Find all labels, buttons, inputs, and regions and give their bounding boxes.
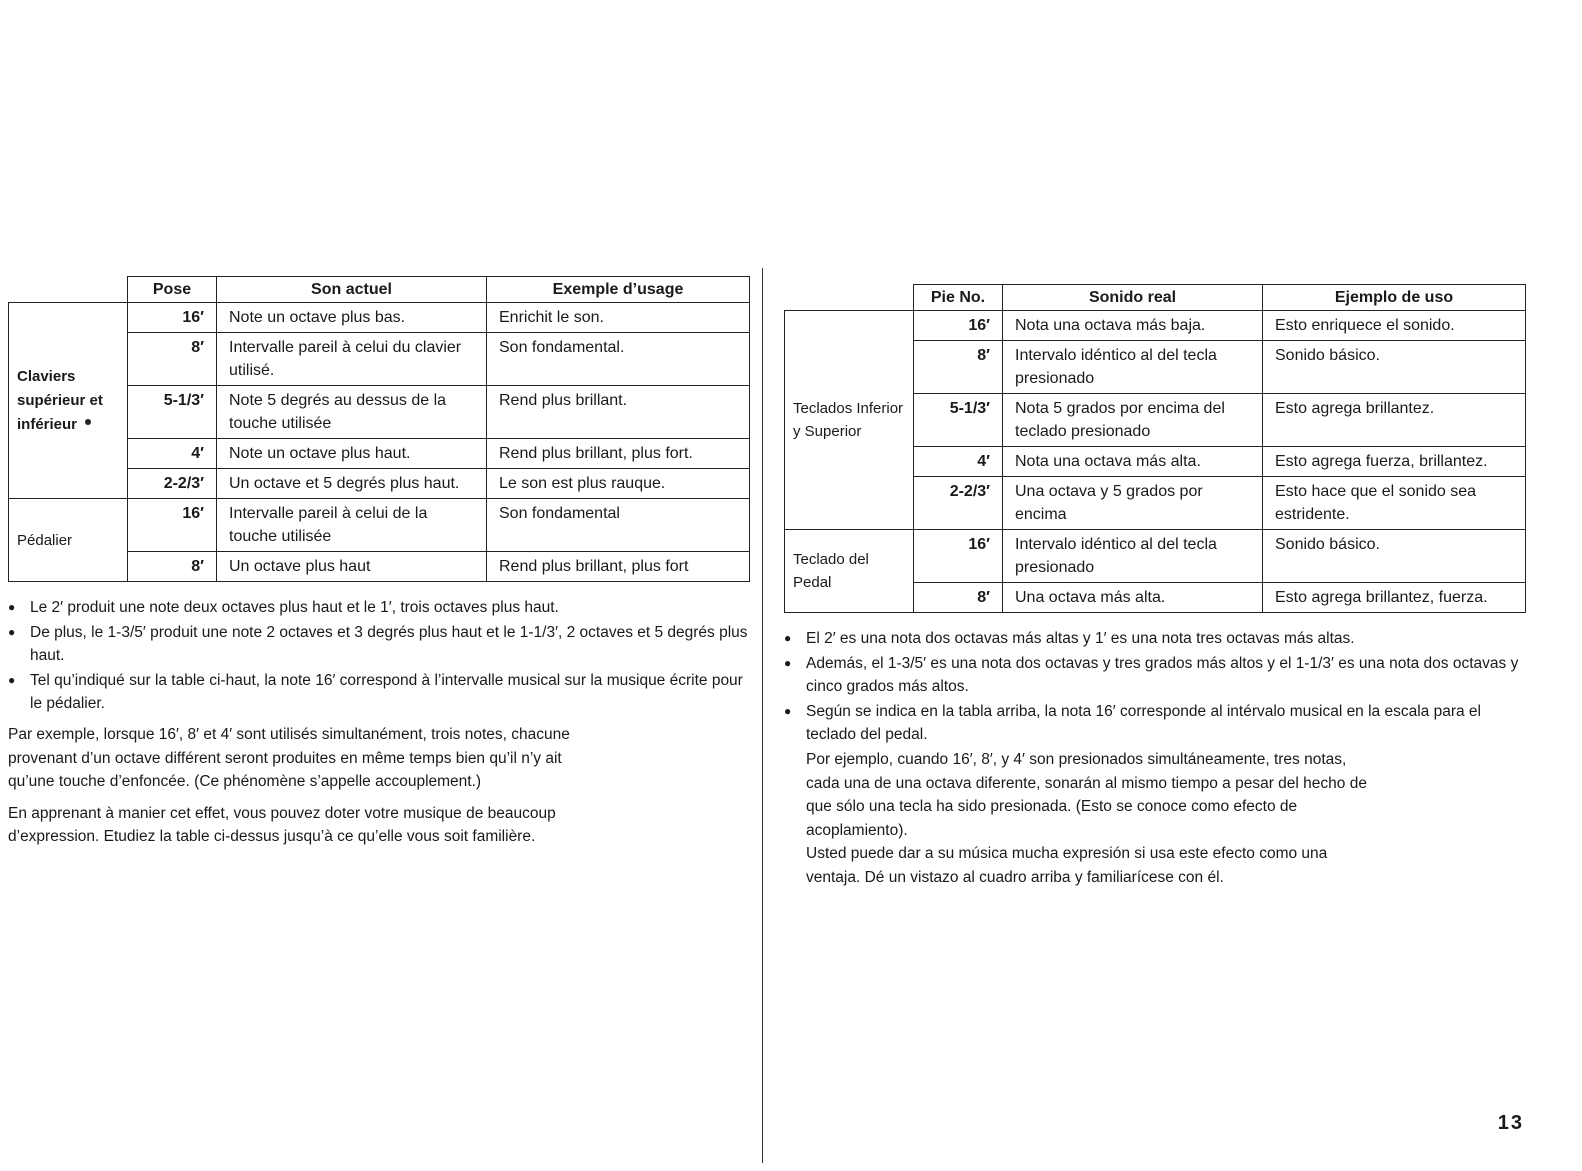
table-row	[9, 499, 750, 552]
example-cell: Esto agrega brillantez, fuerza.	[1263, 583, 1526, 613]
spanish-paragraph-example: Por ejemplo, cuando 16′, 8′, y 4′ son presionados simultáneamente, tres notas, cada una de una octava diferente, sonarán al mismo tiempo a pesar del hecho de que sólo una tecla ha sido presionada. (Esto se conoce como efecto de acoplamiento).	[806, 751, 1367, 839]
sound-cell: Note un octave plus bas.	[217, 303, 487, 333]
list-item: ● De plus, le 1-3/5′ produit une note 2 octaves et 3 degrés plus haut et le 1-1/3′, 2 octaves et 5 degrés plus haut.	[8, 621, 750, 667]
group-label-text: Claviers supérieur et inférieur	[17, 367, 103, 433]
column-divider	[762, 268, 763, 1163]
french-paragraph-advice: En apprenant à manier cet effet, vous pouvez doter votre musique de beaucoup d’expression. Etudiez la table ci-dessus jusqu’à ce qu’elle vous soit familière.	[8, 804, 556, 845]
example-cell: Sonido básico.	[1263, 530, 1526, 583]
example-cell: Le son est plus rauque.	[487, 469, 750, 499]
example-cell: Enrichit le son.	[487, 303, 750, 333]
pose-cell: 5-1/3′	[914, 394, 1003, 447]
french-notes-list	[8, 596, 750, 715]
spanish-notes-list	[784, 627, 1526, 746]
header-spacer	[9, 277, 128, 303]
pose-cell: 2-2/3′	[128, 469, 217, 499]
pose-cell: 8′	[128, 552, 217, 582]
french-footage-table	[8, 276, 750, 582]
bullet-dot-icon	[85, 419, 91, 425]
header-pose: Pose	[128, 277, 217, 303]
pose-cell: 8′	[128, 333, 217, 386]
table-row	[9, 303, 750, 333]
spanish-footage-table	[784, 284, 1526, 613]
example-cell: Esto enriquece el sonido.	[1263, 311, 1526, 341]
spanish-paragraph-advice: Usted puede dar a su música mucha expresión si usa este efecto como una ventaja. Dé un vistazo al cuadro arriba y familiarícese con él.	[806, 845, 1328, 886]
page-number: 13	[1497, 1112, 1524, 1134]
sound-cell: Note 5 degrés au dessus de la touche utilisée	[217, 386, 487, 439]
example-cell: Rend plus brillant, plus fort	[487, 552, 750, 582]
pose-cell: 16′	[914, 311, 1003, 341]
sound-cell: Intervalle pareil à celui de la touche utilisée	[217, 499, 487, 552]
header-example: Ejemplo de uso	[1263, 285, 1526, 311]
sound-cell: Intervalo idéntico al del tecla presionado	[1003, 530, 1263, 583]
group-label-manuals	[9, 303, 128, 499]
pose-cell: 16′	[914, 530, 1003, 583]
header-example: Exemple d’usage	[487, 277, 750, 303]
group-label-pedal: Pédalier	[9, 499, 128, 582]
pose-cell: 16′	[128, 303, 217, 333]
example-cell: Rend plus brillant, plus fort.	[487, 439, 750, 469]
example-cell: Son fondamental.	[487, 333, 750, 386]
group-label-manuals: Teclados Inferior y Superior	[785, 311, 914, 530]
french-column	[8, 276, 750, 849]
table-header-row	[9, 277, 750, 303]
sound-cell: Nota una octava más alta.	[1003, 447, 1263, 477]
sound-cell: Una octava y 5 grados por encima	[1003, 477, 1263, 530]
table-row	[785, 530, 1526, 583]
pose-cell: 8′	[914, 583, 1003, 613]
sound-cell: Intervalle pareil à celui du clavier utilisé.	[217, 333, 487, 386]
example-cell: Esto agrega fuerza, brillantez.	[1263, 447, 1526, 477]
pose-cell: 2-2/3′	[914, 477, 1003, 530]
table-row	[785, 311, 1526, 341]
pose-cell: 16′	[128, 499, 217, 552]
list-item: ● Además, el 1-3/5′ es una nota dos octavas y tres grados más altos y el 1-1/3′ es una nota dos octavas y cinco grados más altos.	[784, 652, 1526, 698]
example-cell: Esto agrega brillantez.	[1263, 394, 1526, 447]
list-item: ● Tel qu’indiqué sur la table ci-haut, la note 16′ correspond à l’intervalle musical sur la musique écrite pour le pédalier.	[8, 669, 750, 715]
sound-cell: Una octava más alta.	[1003, 583, 1263, 613]
example-cell: Rend plus brillant.	[487, 386, 750, 439]
french-paragraph-example: Par exemple, lorsque 16′, 8′ et 4′ sont utilisés simultanément, trois notes, chacune provenant d’un octave différent seront produites en même temps bien qu’il n’y ait qu’une touche d’enfoncée. (Ce phénomène s’appelle accouplement.)	[8, 726, 570, 790]
list-item: ● El 2′ es una nota dos octavas más altas y 1′ es una nota tres octavas más altas.	[784, 627, 1526, 650]
example-cell: Sonido básico.	[1263, 341, 1526, 394]
group-label-pedal: Teclado del Pedal	[785, 530, 914, 613]
pose-cell: 4′	[914, 447, 1003, 477]
pose-cell: 8′	[914, 341, 1003, 394]
table-header-row	[785, 285, 1526, 311]
header-sound: Son actuel	[217, 277, 487, 303]
header-pose: Pie No.	[914, 285, 1003, 311]
header-spacer	[785, 285, 914, 311]
example-cell: Esto hace que el sonido sea estridente.	[1263, 477, 1526, 530]
pose-cell: 4′	[128, 439, 217, 469]
pose-cell: 5-1/3′	[128, 386, 217, 439]
spanish-column	[784, 284, 1526, 889]
sound-cell: Un octave et 5 degrés plus haut.	[217, 469, 487, 499]
example-cell: Son fondamental	[487, 499, 750, 552]
list-item: ● Le 2′ produit une note deux octaves plus haut et le 1′, trois octaves plus haut.	[8, 596, 750, 619]
sound-cell: Note un octave plus haut.	[217, 439, 487, 469]
list-item: ● Según se indica en la tabla arriba, la nota 16′ corresponde al intérvalo musical en la escala para el teclado del pedal.	[784, 700, 1526, 746]
sound-cell: Nota 5 grados por encima del teclado presionado	[1003, 394, 1263, 447]
sound-cell: Intervalo idéntico al del tecla presionado	[1003, 341, 1263, 394]
sound-cell: Un octave plus haut	[217, 552, 487, 582]
header-sound: Sonido real	[1003, 285, 1263, 311]
sound-cell: Nota una octava más baja.	[1003, 311, 1263, 341]
